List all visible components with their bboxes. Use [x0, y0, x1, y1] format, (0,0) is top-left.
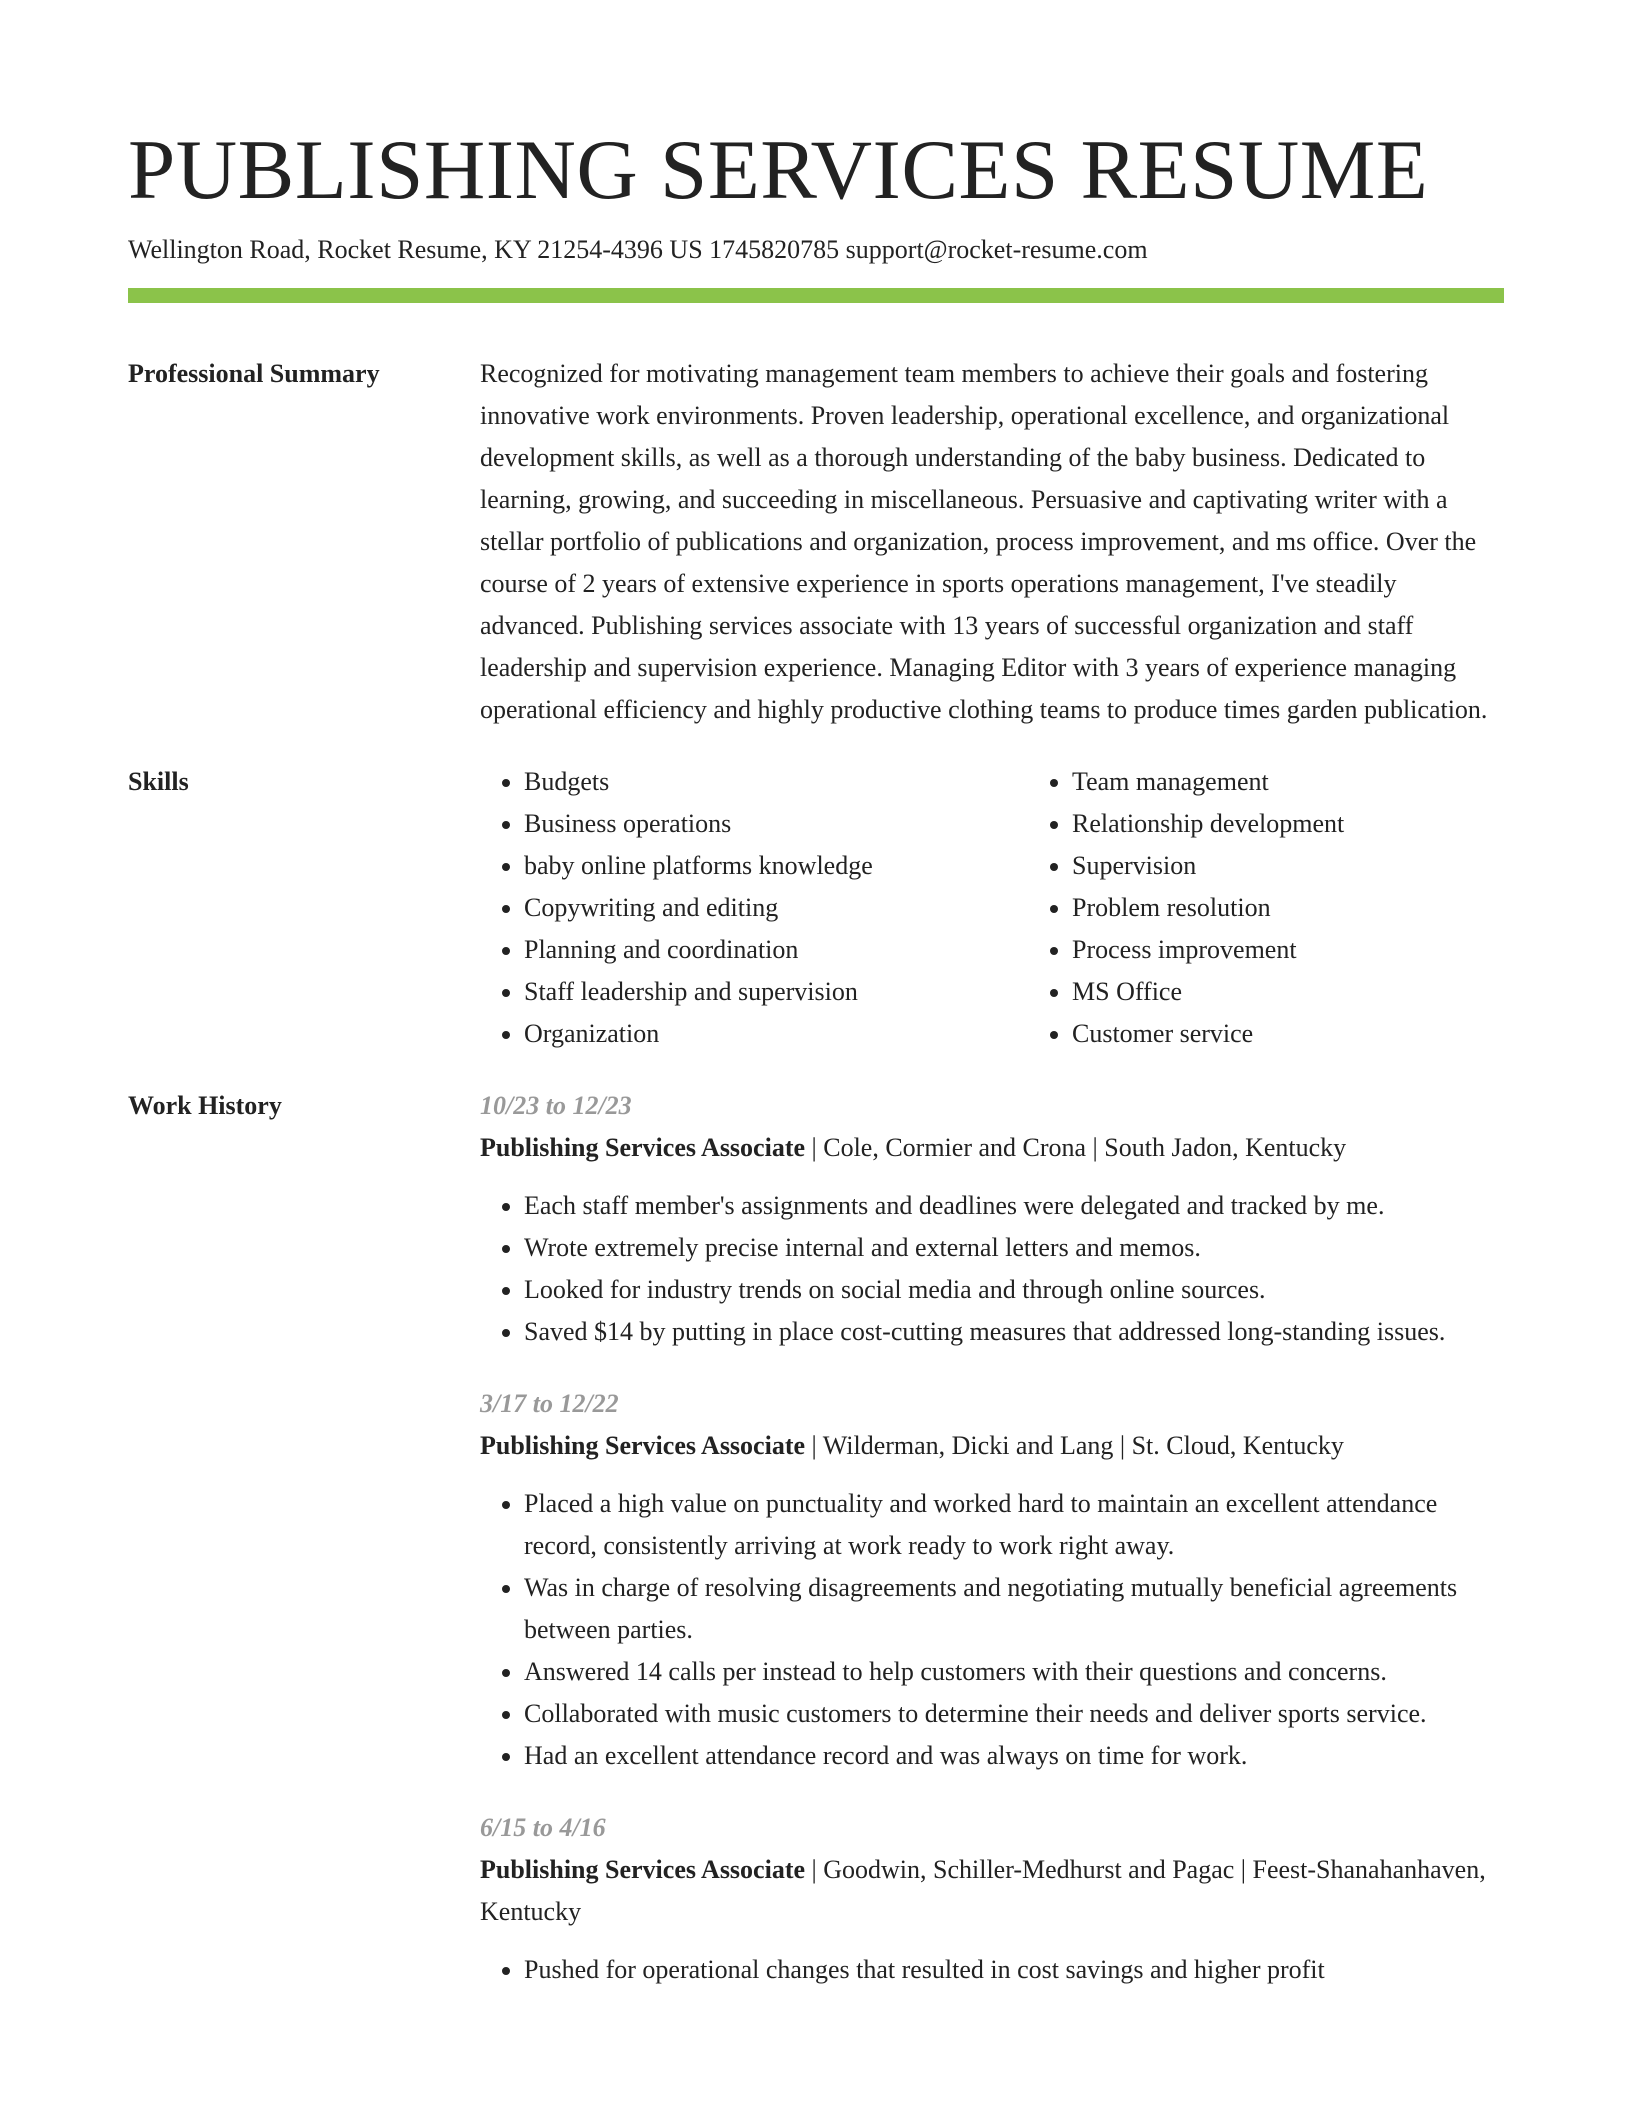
- job-entry: [480, 1383, 1504, 1777]
- job-bullet: • Collaborated with music customers to determine their needs and deliver sports service.: [524, 1693, 1504, 1735]
- work-history-section: [128, 1085, 1504, 2021]
- job-bullet: • Was in charge of resolving disagreements and negotiating mutually beneficial agreements between parties.: [524, 1567, 1504, 1651]
- contact-line: Wellington Road, Rocket Resume, KY 21254-4396 US 1745820785 support@rocket-resume.com: [128, 235, 1148, 264]
- job-title: Publishing Services Associate: [480, 1855, 806, 1884]
- skill-item: • Relationship development: [1072, 803, 1504, 845]
- skill-item: • Business operations: [524, 803, 1028, 845]
- job-bullet: • Placed a high value on punctuality and worked hard to maintain an excellent attendance record, consistently arriving at work ready to work right away.: [524, 1483, 1504, 1567]
- job-employer-location: | Goodwin, Schiller-Medhurst and Pagac | Feest-Shanahanhaven, Kentucky: [480, 1855, 1486, 1926]
- job-heading: [480, 1849, 1504, 1933]
- job-employer-location: | Wilderman, Dicki and Lang | St. Cloud, Kentucky: [805, 1431, 1344, 1460]
- job-bullet: • Had an excellent attendance record and was always on time for work.: [524, 1735, 1504, 1777]
- job-bullet: • Looked for industry trends on social media and through online sources.: [524, 1269, 1504, 1311]
- job-bullet: • Wrote extremely precise internal and external letters and memos.: [524, 1227, 1504, 1269]
- section-label-summary: Professional Summary: [128, 359, 380, 388]
- resume-title: PUBLISHING SERVICES RESUME: [128, 123, 1429, 217]
- header-divider: [128, 288, 1504, 303]
- job-bullet: • Answered 14 calls per instead to help customers with their questions and concerns.: [524, 1651, 1504, 1693]
- skill-item: • Copywriting and editing: [524, 887, 1028, 929]
- job-dates: 6/15 to 4/16: [480, 1813, 606, 1842]
- job-bullet-list: [480, 1483, 1504, 1777]
- section-label-skills: Skills: [128, 767, 189, 796]
- skill-item: • MS Office: [1072, 971, 1504, 1013]
- job-dates: 3/17 to 12/22: [480, 1389, 619, 1418]
- job-title: Publishing Services Associate: [480, 1133, 806, 1162]
- summary-text: Recognized for motivating management team members to achieve their goals and fostering innovative work environments. Proven leadership, operational excellence, and organizational development skills, as well as a thorough understanding of the baby business. Dedicated to learning, growing, and succeeding in miscellaneous. Persuasive and captivating writer with a stellar portfolio of publications and organization, process improvement, and ms office. Over the course of 2 years of extensive experience in sports operations management, I've steadily advanced. Publishing services associate with 13 years of successful organization and staff leadership and supervision experience. Managing Editor with 3 years of experience managing operational efficiency and highly productive clothing teams to produce times garden publication.: [480, 359, 1488, 724]
- summary-section: [128, 353, 1504, 731]
- skill-item: • Budgets: [524, 761, 1028, 803]
- skill-item: • baby online platforms knowledge: [524, 845, 1028, 887]
- skill-item: • Supervision: [1072, 845, 1504, 887]
- skill-item: • Problem resolution: [1072, 887, 1504, 929]
- job-entry: [480, 1807, 1504, 1991]
- job-entry: [480, 1085, 1504, 1353]
- skill-item: • Process improvement: [1072, 929, 1504, 971]
- skill-item: • Team management: [1072, 761, 1504, 803]
- job-bullet: • Pushed for operational changes that resulted in cost savings and higher profit: [524, 1949, 1504, 1991]
- job-bullet: • Saved $14 by putting in place cost-cutting measures that addressed long-standing issues.: [524, 1311, 1504, 1353]
- skills-list-right: [1028, 761, 1504, 1055]
- job-heading: [480, 1425, 1504, 1467]
- skill-item: • Customer service: [1072, 1013, 1504, 1055]
- job-title: Publishing Services Associate: [480, 1431, 806, 1460]
- job-bullet-list: [480, 1185, 1504, 1353]
- job-heading: [480, 1127, 1504, 1169]
- job-employer-location: | Cole, Cormier and Crona | South Jadon, Kentucky: [805, 1133, 1347, 1162]
- job-bullet: • Each staff member's assignments and deadlines were delegated and tracked by me.: [524, 1185, 1504, 1227]
- resume-page: [128, 120, 1504, 2021]
- skills-section: [128, 761, 1504, 1055]
- job-dates: 10/23 to 12/23: [480, 1091, 632, 1120]
- skill-item: • Planning and coordination: [524, 929, 1028, 971]
- job-bullet-list: [480, 1949, 1504, 1991]
- skill-item: • Staff leadership and supervision: [524, 971, 1028, 1013]
- skills-list-left: [480, 761, 1028, 1055]
- skill-item: • Organization: [524, 1013, 1028, 1055]
- section-label-work-history: Work History: [128, 1091, 282, 1120]
